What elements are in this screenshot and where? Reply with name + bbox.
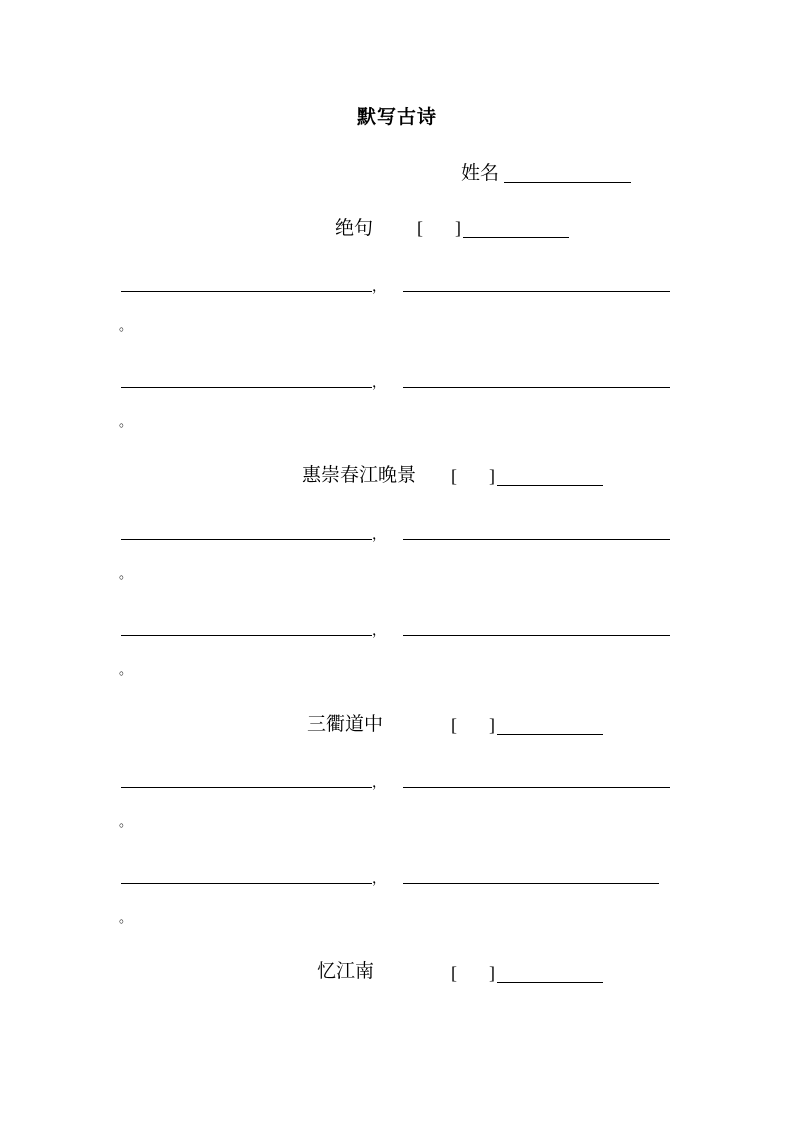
comma-mark: ， [372, 624, 386, 639]
answer-blank[interactable] [403, 291, 670, 292]
poem-title-2: 惠崇春江晚景 [301, 464, 416, 486]
bracket-close-1: ] [455, 218, 461, 238]
answer-blank[interactable] [403, 539, 670, 540]
answer-blank[interactable] [121, 787, 372, 788]
name-label: 姓名 [461, 162, 500, 184]
author-blank-3[interactable] [497, 734, 603, 735]
answer-blank[interactable] [121, 635, 372, 636]
period-mark: 。 [119, 319, 133, 334]
period-mark: 。 [119, 815, 133, 830]
bracket-open-4: [ [451, 963, 457, 983]
comma-mark: ， [372, 528, 386, 543]
bracket-close-2: ] [489, 466, 495, 486]
answer-blank[interactable] [121, 883, 372, 884]
bracket-open-3: [ [451, 715, 457, 735]
answer-blank[interactable] [403, 787, 670, 788]
comma-mark: ， [372, 776, 386, 791]
name-blank[interactable] [504, 182, 631, 183]
comma-mark: ， [372, 376, 386, 391]
bracket-open-2: [ [451, 466, 457, 486]
poem-title-4: 忆江南 [316, 960, 374, 982]
author-blank-2[interactable] [497, 485, 603, 486]
period-mark: 。 [119, 911, 133, 926]
comma-mark: ， [372, 872, 386, 887]
page-title: 默写古诗 [356, 106, 437, 128]
period-mark: 。 [119, 415, 133, 430]
poem-title-1: 绝句 [334, 217, 373, 239]
answer-blank[interactable] [121, 539, 372, 540]
poem-title-3: 三衢道中 [306, 713, 383, 735]
answer-blank[interactable] [403, 883, 659, 884]
bracket-close-4: ] [489, 963, 495, 983]
bracket-close-3: ] [489, 715, 495, 735]
answer-blank[interactable] [121, 291, 372, 292]
period-mark: 。 [119, 567, 133, 582]
author-blank-4[interactable] [497, 982, 603, 983]
answer-blank[interactable] [403, 387, 670, 388]
answer-blank[interactable] [403, 635, 670, 636]
period-mark: 。 [119, 663, 133, 678]
answer-blank[interactable] [121, 387, 372, 388]
comma-mark: ， [372, 280, 386, 295]
author-blank-1[interactable] [463, 237, 569, 238]
bracket-open-1: [ [417, 218, 423, 238]
